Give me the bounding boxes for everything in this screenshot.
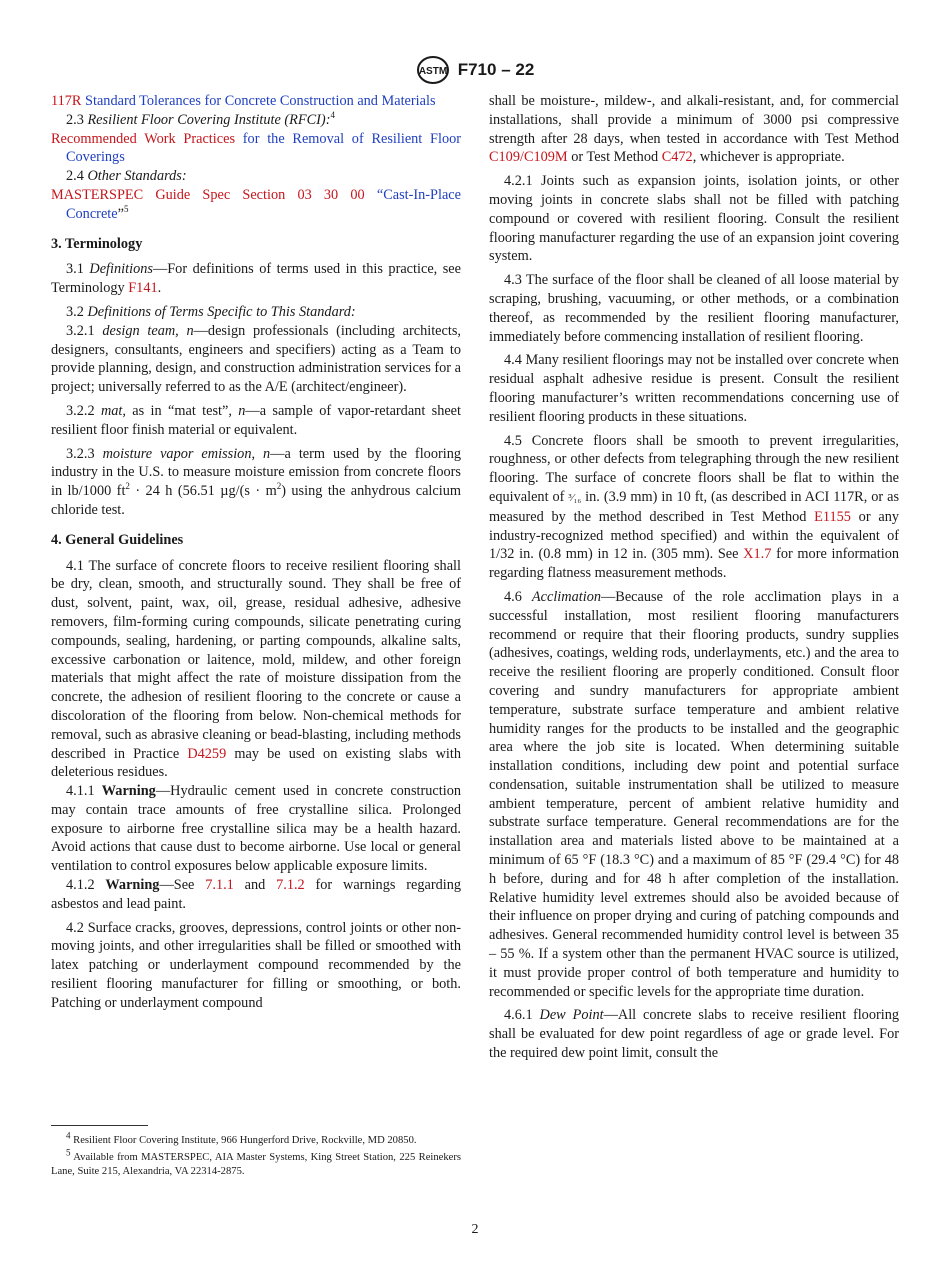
d4259-link[interactable]: D4259: [187, 745, 227, 762]
section-4-heading: 4. General Guidelines: [51, 531, 184, 548]
section-4-4: 4.4 Many resilient floorings may not be installed over concrete when residual asphalt adhesive residue is present. Consult the resilient flooring manufacturer’s written recommendations concerning use of resilient flooring products in these situations.: [489, 352, 899, 425]
section-3-2-3: 3.2.3 moisture vapor emission, n—a term used by the flooring industry in the U.S. to measure moisture emission from concrete floors in lb/1000 $ft^2 \cdot 24$ h (56.51 $\mu g/(s \cdot m^2)$ using the anhydrous calcium chloride test.: [51, 445, 461, 518]
section-2-4: 2.4 Other Standards:: [66, 168, 187, 185]
section-4-1-2: 4.1.2 Warning—See 7.1.1 and 7.1.2 for warnings regarding asbestos and lead paint.: [51, 877, 462, 912]
section-4-1: 4.1 The surface of concrete floors to receive resilient flooring shall be dry, clean, smooth, and structurally sound. They shall be free of dust, solvent, paint, wax, oil, grease, residual adhesive, adhesive removers, film-forming curing compounds, silicate penetrating curing compounds, sealing, hardening, or parting compounds, alkaline salts, excessive carbonation or laitence, mold, mildew, and other foreign materials that might affect the rate of moisture dissipation from the concrete, the adhesion of resilient flooring to the concrete or cause a discoloration of the flooring from below. Non-chemical methods for removal, such as abrasive cleaning or bead-blasting, including methods described in Practice D4259 may be used on existing slabs with deleterious residues.: [51, 557, 461, 781]
reference-117r: [51, 92, 461, 111]
e1155-link[interactable]: E1155: [814, 508, 851, 525]
ref-117r-title-link[interactable]: Standard Tolerances for Concrete Construction and Materials: [85, 93, 436, 109]
f141-link[interactable]: F141: [128, 280, 158, 297]
section-3-heading: 3. Terminology: [51, 235, 143, 252]
masterspec-guide-link[interactable]: MASTERSPEC Guide Spec Section 03 30 00: [51, 186, 365, 203]
page-header: [0, 55, 950, 85]
section-4-6-1: 4.6.1 Dew Point—All concrete slabs to receive resilient flooring shall be evaluated for dew point regardless of age or grade level. For the required dew point limit, consult the: [489, 1007, 900, 1062]
footnote-ref-4[interactable]: 4: [330, 110, 335, 121]
ref-117r-code-link[interactable]: 117R: [51, 93, 82, 109]
left-column: [51, 92, 461, 1018]
footnote-4: $^4$ Resilient Floor Covering Institute, 966 Hungerford Drive, Rockville, MD 20850.: [66, 1130, 417, 1146]
section-4-3: 4.3 The surface of the floor shall be cleaned of all loose material by scraping, brushing, vacuuming, or other methods, or a combination thereof, as recommended by the resilient flooring manufacturer, immediately before commencing installation of resilient flooring.: [489, 272, 899, 345]
section-4-2: 4.2 Surface cracks, grooves, depressions, control joints or other non-moving joints, and other irregularities shall be filled or smoothed with latex patching or underlayment compound recommended by the resilient flooring manufacturer for filling or smoothing, or both. Patching or underlayment compound: [51, 919, 461, 1011]
rfci-practices-link[interactable]: Recommended Work Practices: [51, 130, 236, 147]
document-id: F710 – 22: [457, 60, 535, 79]
astm-logo-icon: [416, 55, 450, 85]
c472-link[interactable]: C472: [661, 149, 693, 166]
link-7-1-2[interactable]: 7.1.2: [276, 877, 305, 894]
section-3-1: 3.1 Definitions—For definitions of terms used in this practice, see Terminology F141.: [51, 261, 461, 297]
svg-text:ASTM: ASTM: [418, 66, 447, 77]
footnote-ref-5[interactable]: 5: [123, 204, 129, 215]
page-number: 2: [471, 1222, 479, 1237]
section-3-2-1: 3.2.1 design team, n—design professionals (including architects, designers, consultants, engineers and specifiers) acting as a Team to provide planning, design, and construction administration services for a project; universally referred to as the A/E (architect/engineer).: [51, 322, 461, 396]
section-4-2-continued: shall be moisture-, mildew-, and alkali-resistant, and, for commercial installations, shall provide a minimum of 3000 psi compressive strength after 28 days, when tested in accordance with Test Method C109/C109M or Test Method C472, whichever is appropriate.: [489, 93, 899, 166]
rfci-removal-link[interactable]: for the Removal of Resilient Floor Coverings: [66, 130, 462, 166]
section-4-6: 4.6 Acclimation—Because of the role acclimation plays in a successful installation, most resilient flooring manufacturers recommend or require that their flooring products, sundry supplies (adhesives, coatings, welding rods, underlayments, etc.) and the area to receive the resilient flooring are properly conditioned. Consult floor covering and sundry manufacturers for appropriate ambient temperature, substrate surface temperature and ambient relative humidity ranges for the products to be installed and the geographic area where the job site is located. When determining suitable installation conditions, including dew point and potential surface condensation, suitable instrumentation shall be utilized to measure ambient temperature, percent of ambient relative humidity and substrate surface temperature. General recommendations are for the installation area and materials listed above to be maintained at a minimum of 65 °F (18.3 °C) and a maximum of 85 °F (29.4 °C) for 48 h before, during and for 48 h after completion of the installation. Relative humidity level extremes should also be avoided because of their influence on proper drying and curing of patching compounds and adhesives. General recommended humidity control level is between 35 – 55 %. If a system other than the permanent HVAC source is utilized, it must provide proper control of both temperature and humidity to recommended or specific levels for the appropriate time duration.: [489, 588, 900, 1000]
footnote-divider: [51, 1125, 148, 1126]
section-4-5: 4.5 Concrete floors shall be smooth to prevent irregularities, roughness, or other defects from telegraphing through the new resilient flooring. The surface of concrete floors shall be flat to within the equivalent of ³⁄₁₆ in. (3.9 mm) in 10 ft, (as described in ACI 117R, or as measured by the method described in Test Method E1155 or any industry-recognized method specified) and within the equivalent of 1/32 in. (0.8 mm) in 12 in. (305 mm). See X1.7 for more information regarding flatness measurement methods.: [489, 432, 900, 582]
section-4-1-1: 4.1.1 Warning—Hydraulic cement used in concrete construction may contain trace amounts of free crystalline silica. Prolonged exposure to airborne free crystalline silica may be a health hazard. Avoid actions that cause dust to become airborne. Use local or general ventilation to control exposures below applicable exposure limits.: [51, 783, 461, 875]
masterspec-concrete-link[interactable]: “Cast-In-Place Concrete: [66, 186, 461, 222]
section-3-2-2: 3.2.2 mat, as in “mat test”, n—a sample of vapor-retardant sheet resilient floor finish material or equivalent.: [51, 402, 462, 438]
footnotes: [51, 1130, 461, 1182]
reference-rfci: [51, 130, 461, 168]
section-2-3: 2.3 Resilient Floor Covering Institute (RFCI):$^4$: [66, 110, 335, 128]
link-7-1-1[interactable]: 7.1.1: [205, 877, 234, 894]
reference-masterspec: MASTERSPEC Guide Spec Section 03 30 00 “Cast-In-Place Concrete”$^5$: [51, 186, 461, 222]
x1-7-link[interactable]: X1.7: [743, 546, 772, 563]
section-4-2-1: 4.2.1 Joints such as expansion joints, isolation joints, or other moving joints in concrete slabs shall not be filled with patching compound or covered with resilient flooring. Consult the resilient flooring manufacturer regarding the use of an expansion joint covering system.: [489, 173, 899, 265]
right-column: [489, 92, 899, 1068]
footnote-5: $^5$ Available from MASTERSPEC, AIA Master Systems, King Street Station, 225 Reinekers Lane, Suite 215, Alexandria, VA 22314-2875.: [51, 1146, 461, 1177]
section-3-2: 3.2 Definitions of Terms Specific to This Standard:: [66, 303, 356, 320]
c109-link[interactable]: C109/C109M: [489, 149, 568, 166]
